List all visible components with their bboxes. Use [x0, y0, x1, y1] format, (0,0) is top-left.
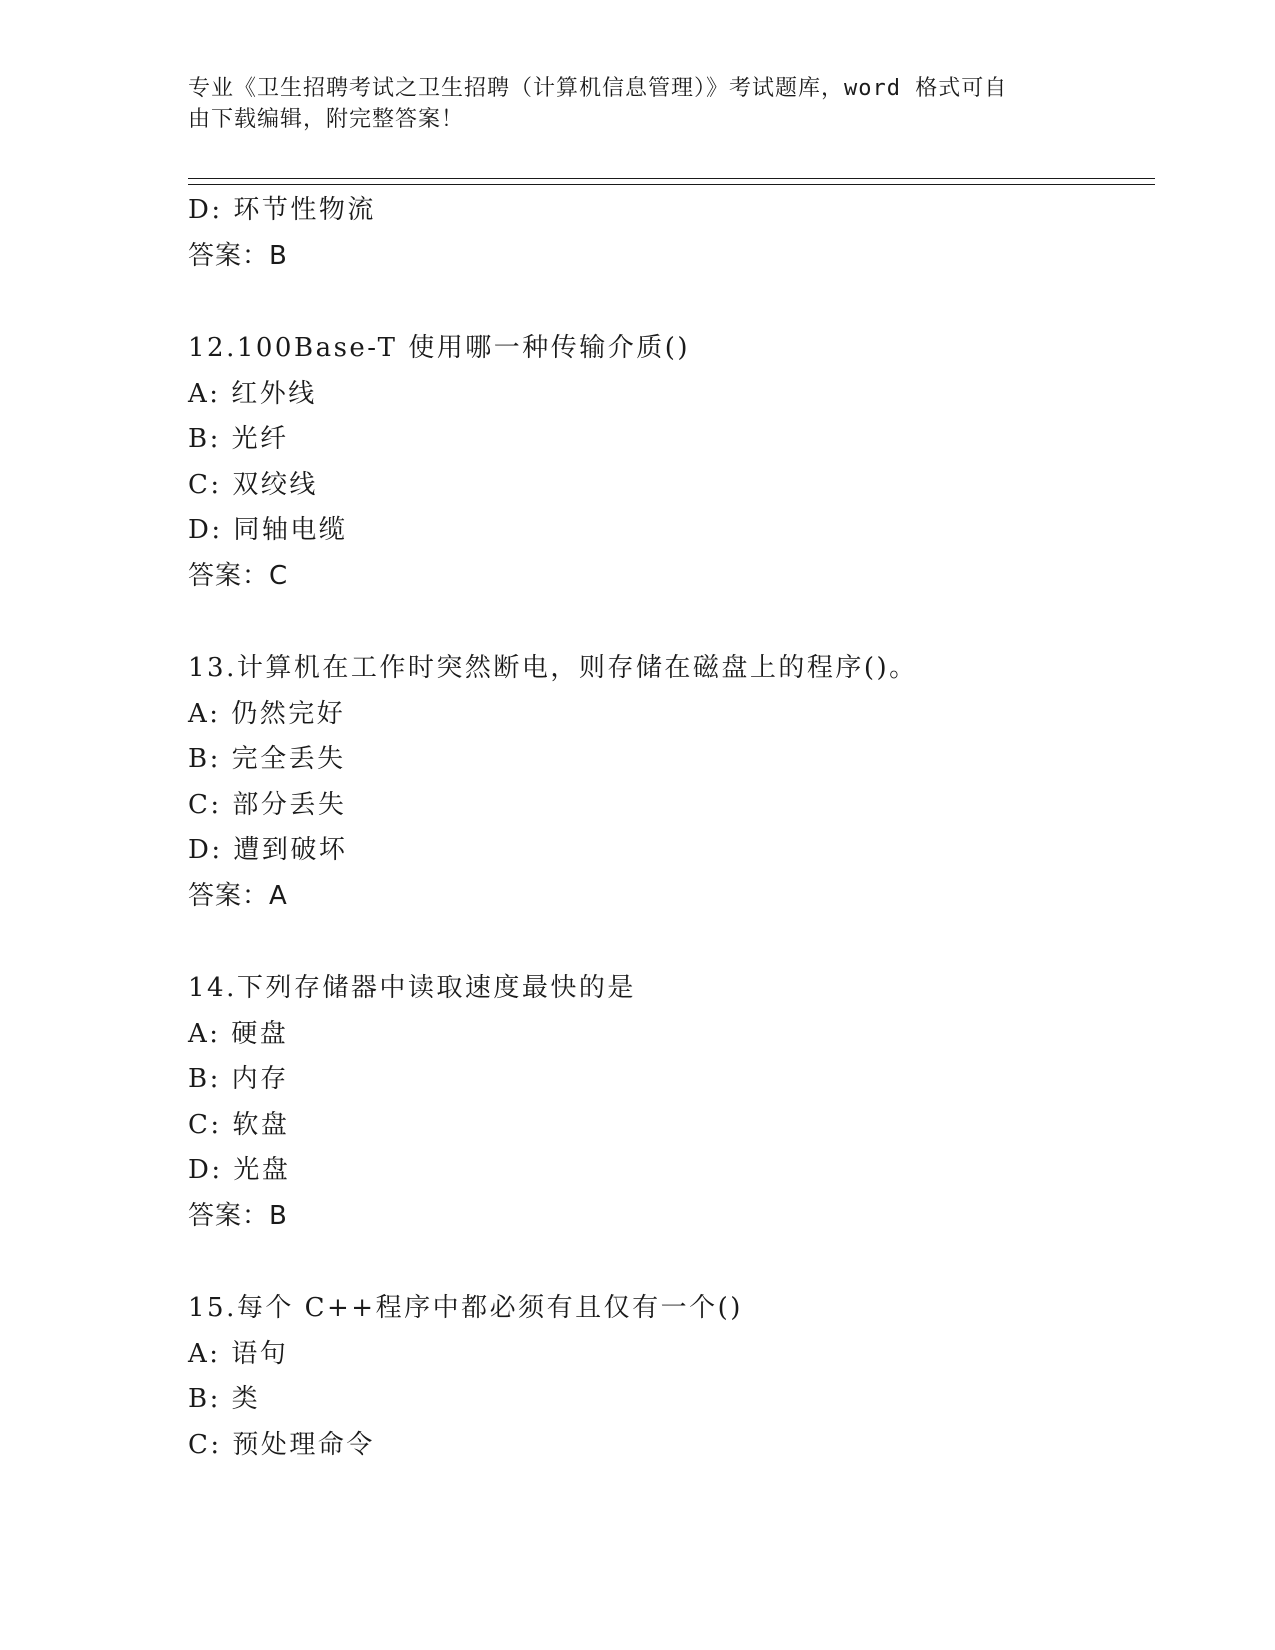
option-c: C: 部分丢失 — [188, 789, 347, 820]
question-stem: 14.下列存储器中读取速度最快的是 — [188, 973, 636, 1003]
question-12 — [188, 326, 1155, 599]
option-b: B: 完全丢失 — [188, 744, 346, 774]
option-a: A: 仍然完好 — [188, 698, 346, 729]
question-stem: 12.100Base-T 使用哪一种传输介质() — [188, 333, 691, 363]
question-14 — [188, 966, 1155, 1239]
option-a: A: 硬盘 — [188, 1018, 289, 1049]
option-d: D: 遭到破坏 — [188, 835, 348, 865]
answer: 答案：B — [188, 240, 288, 271]
option-a: A: 语句 — [188, 1338, 289, 1369]
option-d: D: 同轴电缆 — [188, 515, 348, 545]
option-c: C: 预处理命令 — [188, 1429, 375, 1460]
option-a: A: 红外线 — [188, 378, 317, 409]
option-c: C: 双绞线 — [188, 469, 318, 500]
question-15 — [188, 1286, 1155, 1468]
option-b: B: 类 — [188, 1384, 261, 1414]
question-13 — [188, 646, 1155, 919]
answer: 答案：B — [188, 1200, 288, 1231]
option-b: B: 光纤 — [188, 424, 289, 454]
question-stem: 13.计算机在工作时突然断电，则存储在磁盘上的程序()。 — [188, 653, 918, 683]
option-d: D: 环节性物流 — [188, 195, 376, 225]
answer: 答案：A — [188, 880, 288, 911]
header-line-2: 由下载编辑，附完整答案！ — [188, 107, 465, 132]
question-list — [188, 188, 1155, 1468]
document-header — [188, 73, 1078, 135]
question-stem: 15.每个 C++程序中都必须有且仅有一个() — [188, 1293, 743, 1323]
header-divider — [188, 178, 1155, 185]
option-c: C: 软盘 — [188, 1109, 290, 1140]
option-b: B: 内存 — [188, 1064, 289, 1094]
answer: 答案：C — [188, 560, 289, 591]
carryover-block — [188, 188, 1155, 279]
option-d: D: 光盘 — [188, 1155, 291, 1185]
header-line-1: 专业《卫生招聘考试之卫生招聘（计算机信息管理）》考试题库，word 格式可自 — [188, 76, 1008, 101]
